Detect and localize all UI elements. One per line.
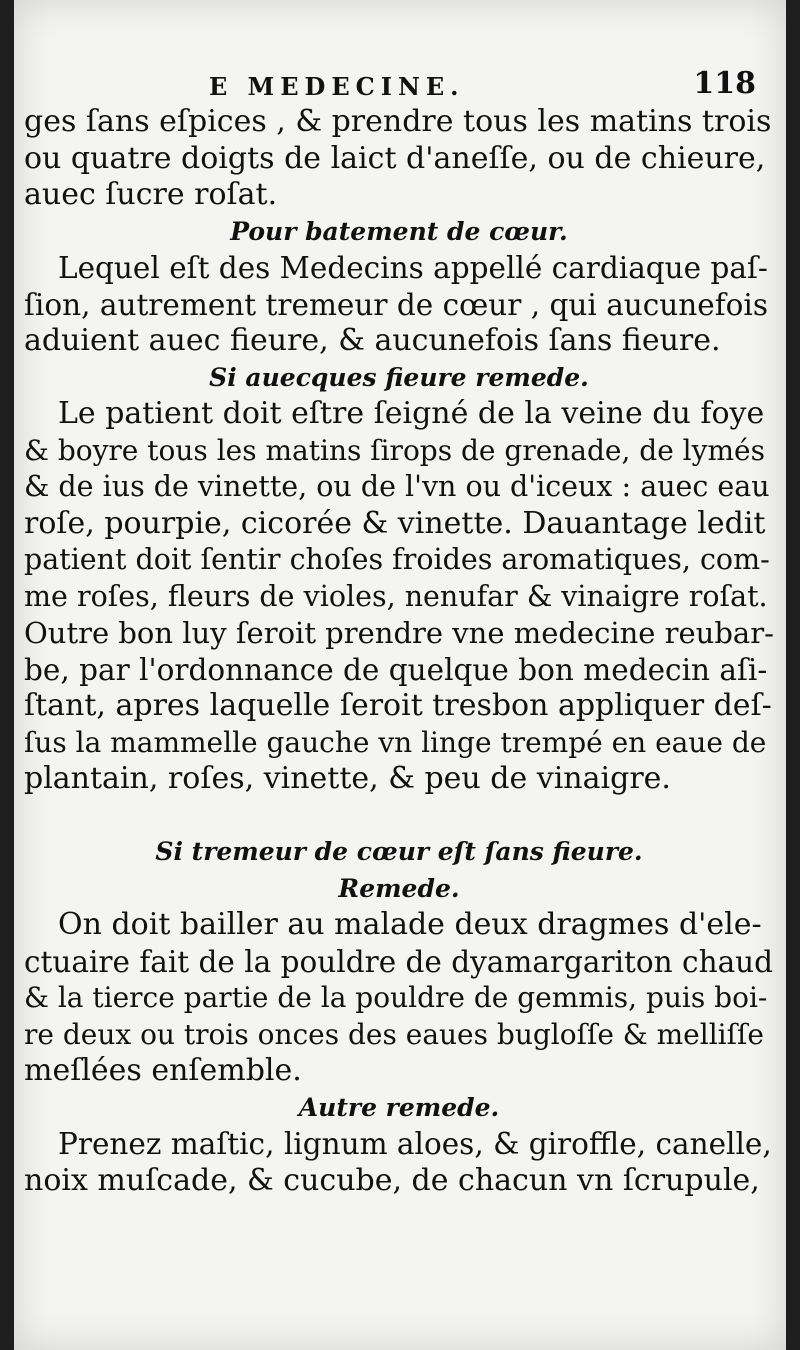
text-line: & boyre tous les matins ſirops de grenade, de lymés — [24, 433, 765, 467]
text-line: ſion, autrement tremeur de cœur , qui aucunefois — [24, 287, 769, 322]
paragraph-gap — [24, 798, 774, 835]
text-line: auec ſucre roſat. — [24, 177, 278, 212]
text-line: & de ius de vinette, ou de l'vn ou d'iceux : auec eau — [24, 470, 770, 503]
text-line: ou quatre doigts de laict d'aneſſe, ou de chieure, — [24, 140, 766, 176]
section-heading: Si tremeur de cœur eſt ſans fieure. — [155, 837, 643, 866]
text-line: noix muſcade, & cucube, de chacun vn ſcrupule, — [24, 1162, 760, 1198]
text-line: re deux ou trois onces des eaues bugloſſe & melliſſe — [24, 1017, 764, 1051]
text-block — [24, 104, 774, 1199]
text-line: & la tierce partie de la pouldre de gemmis, puis boi- — [24, 981, 768, 1014]
text-line: be, par l'ordonnance de quelque bon medecin aſi- — [24, 652, 768, 687]
section-heading: Pour batement de cœur. — [230, 216, 568, 246]
section-heading: Remede. — [338, 873, 460, 903]
text-line: Outre bon luy ſeroit prendre vne medecine reubar- — [24, 616, 774, 650]
text-line: patient doit ſentir choſes froides aromatiques, com- — [24, 543, 770, 576]
text-line: Prenez maſtic, lignum aloes, & giroffle, canelle, — [58, 1127, 772, 1161]
book-page — [14, 0, 786, 1350]
text-line: ges ſans eſpices , & prendre tous les matins trois — [24, 104, 772, 139]
section-heading: Si auecques fieure remede. — [209, 362, 589, 392]
text-line: Le patient doit eſtre ſeigné de la veine du foye — [58, 396, 765, 431]
text-line: ctuaire fait de la pouldre de dyamargariton chaud — [24, 944, 774, 979]
text-line: ſtant, apres laquelle ſeroit tresbon appliquer deſ- — [24, 688, 772, 723]
text-line: Lequel eſt des Medecins appellé cardiaque paſ- — [58, 251, 768, 285]
text-line: roſe, pourpie, cicorée & vinette. Dauantage ledit — [24, 505, 766, 541]
running-head — [14, 66, 786, 106]
text-line: ſus la mammelle gauche vn linge trempé en eaue de — [24, 725, 767, 759]
text-line: me roſes, fleurs de violes, nenufar & vinaigre roſat. — [24, 579, 768, 613]
page-number: 118 — [693, 66, 756, 101]
text-line: aduient auec fieure, & aucunefois ſans fieure. — [24, 323, 721, 358]
running-head-title: E MEDECINE. — [209, 72, 465, 101]
text-line: plantain, roſes, vinette, & peu de vinaigre. — [24, 761, 671, 796]
section-heading: Autre remede. — [298, 1092, 500, 1122]
text-line: On doit bailler au malade deux dragmes d'ele- — [58, 907, 762, 942]
text-line: meſlées enſemble. — [24, 1053, 302, 1088]
